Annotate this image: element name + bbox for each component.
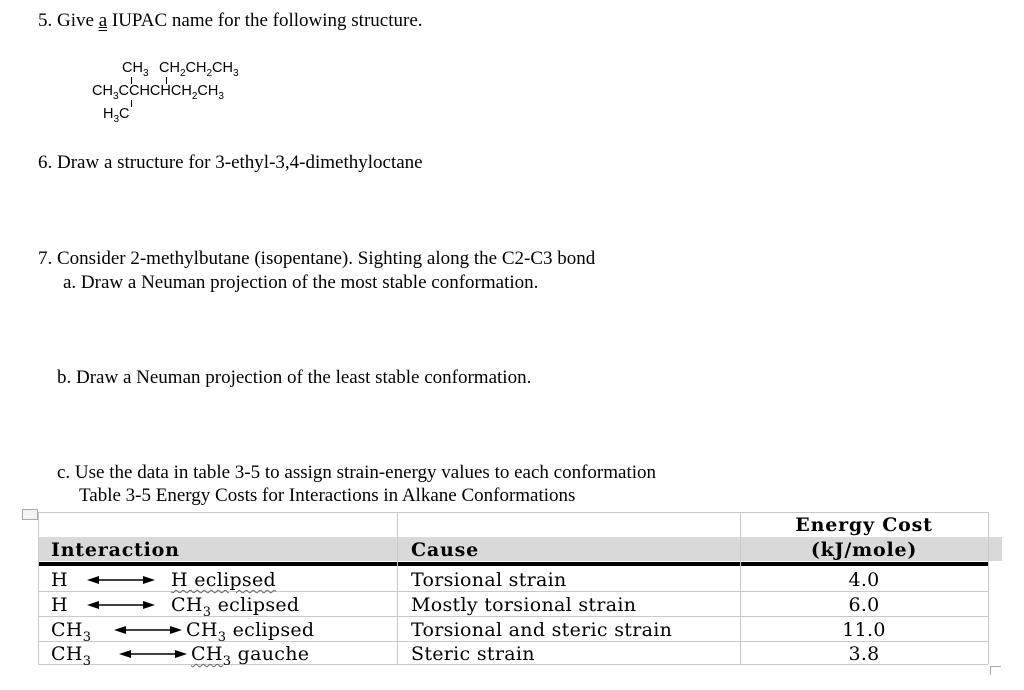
table-caption: Table 3-5 Energy Costs for Interactions in Alkane Conformations [79,485,576,506]
row-1-cause: Torsional strain [411,569,567,591]
structure-main-chain: $CH_3CCHCHCH_2CH_3$ [92,83,224,102]
row-2-energy: 6.0 [848,594,880,616]
row-3-energy: 11.0 [842,619,886,641]
header-cause: Cause [411,539,480,561]
question-7a: a. Draw a Neuman projection of the most stable conformation. [63,272,539,293]
question-5-pre: Give [57,10,99,31]
row-3-cause: Torsional and steric strain [411,619,673,641]
question-6 [38,152,423,174]
double-arrow-icon [117,647,189,661]
double-arrow-icon [112,623,184,637]
row-4-cause: Steric strain [411,643,535,665]
row-2-cause: Mostly torsional strain [411,594,637,616]
question-5-number: 5. [38,10,53,31]
bond-3 [131,100,132,107]
header-energy-line2: (kJ/mole) [810,539,918,561]
table-top-border [38,512,988,513]
question-6-text: Draw a structure for 3-ethyl-3,4-dimethyloctane [57,152,423,173]
question-7 [38,248,595,270]
double-arrow-icon [85,598,157,612]
question-7-number: 7. [38,248,53,269]
structure-bottom: $H_3C$ [103,106,130,125]
row-4-left: $CH_3$ [51,643,92,669]
table-header-rule [38,562,988,566]
structure-top-left: $CH_3$ [122,60,149,79]
question-5-a: a [98,10,108,31]
row-4-energy: 3.8 [848,643,880,665]
row-divider-3 [38,641,988,642]
row-3-left: $CH_3$ [51,619,92,645]
row-2-left: H [51,594,68,616]
row-divider-1 [38,591,988,592]
question-7-text: Consider 2-methylbutane (isopentane). Sighting along the C2-C3 bond [57,248,596,269]
question-7c: c. Use the data in table 3-5 to assign strain-energy values to each conformation [57,462,657,483]
structure-top-right: $CH_2CH_2CH_3$ [159,60,239,79]
row-3-right: $CH_3$ eclipsed [186,619,315,645]
header-interaction: Interaction [51,539,180,561]
question-7b: b. Draw a Neuman projection of the least stable conformation. [57,367,532,388]
double-arrow-icon [85,573,157,587]
row-2-right: $CH_3$ eclipsed [171,594,300,620]
row-4-right: $CH_3$ gauche [191,643,310,669]
header-energy-line1: Energy Cost [795,514,933,536]
question-5 [38,10,423,32]
row-1-left: H [51,569,68,591]
question-6-number: 6. [38,152,53,173]
row-1-right: H eclipsed [171,569,276,591]
question-5-post: IUPAC name for the following structure. [107,10,423,31]
table-resize-handle[interactable] [990,666,1001,675]
table-move-handle[interactable] [22,509,38,520]
table-col-line-3 [988,512,989,664]
row-1-energy: 4.0 [848,569,880,591]
